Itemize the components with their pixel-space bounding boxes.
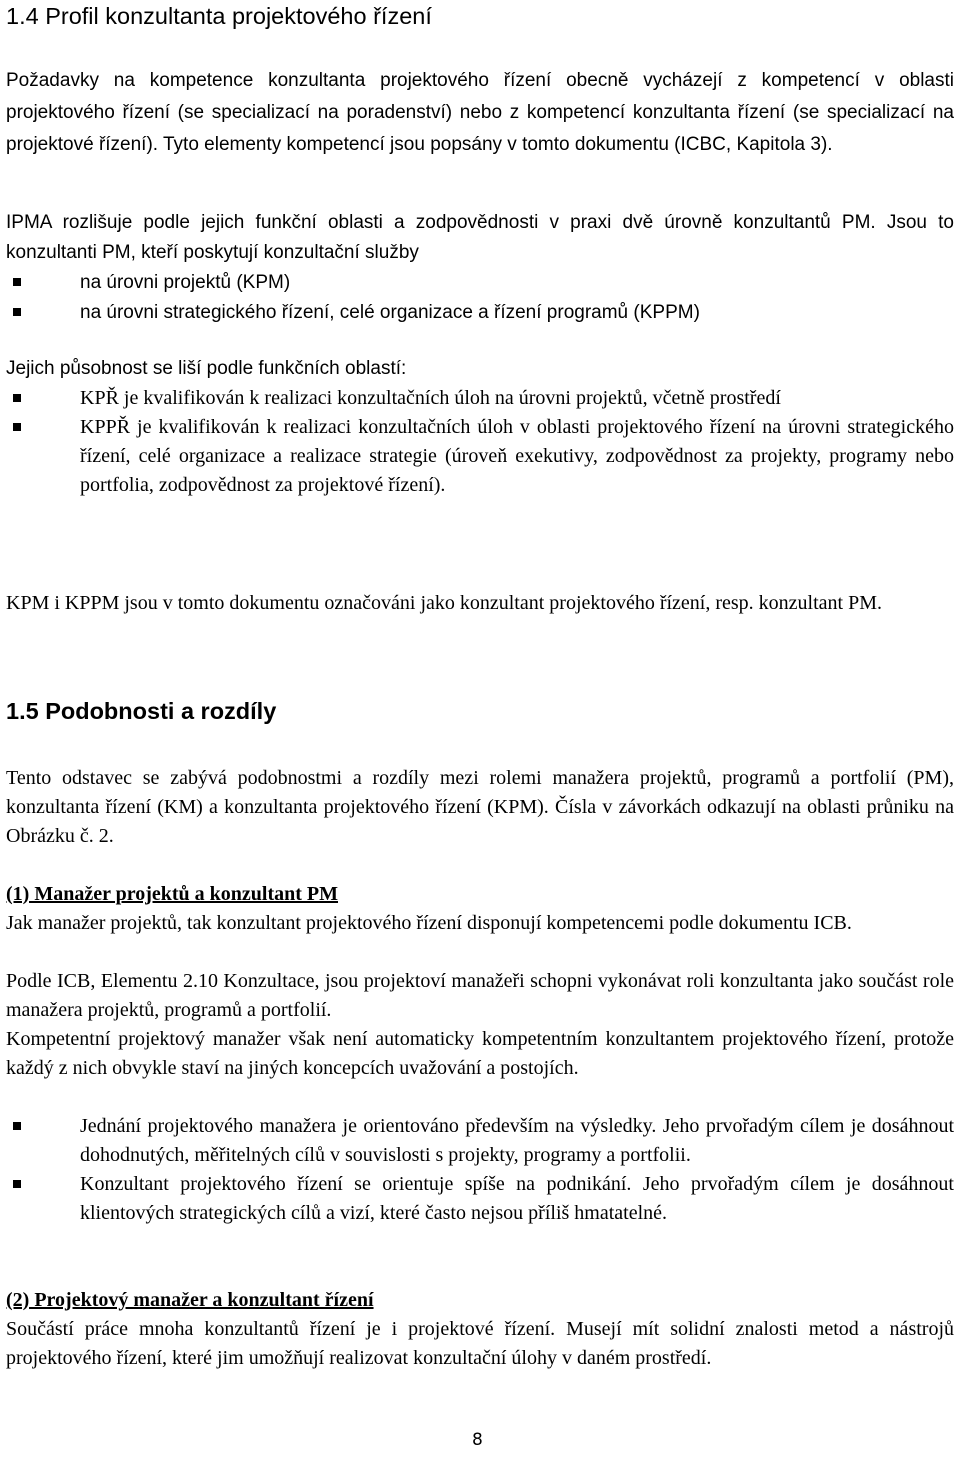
- page-number: 8: [472, 1430, 483, 1450]
- subsection-1-text-3: Kompetentní projektový manažer však není automaticky kompetentním konzultantem projektového řízení, protože každý z nich obvykle staví na jiných koncepcích uvažování a postojích.: [6, 1028, 954, 1079]
- list-item: na úrovni strategického řízení, celé organizace a řízení programů (KPPM): [6, 298, 954, 328]
- subsection-1-text-1: Jak manažer projektů, tak konzultant projektového řízení disponují kompetencemi podle dokumentu ICB.: [6, 912, 852, 934]
- section-1-4-paragraph-2: IPMA rozlišuje podle jejich funkční oblasti a zodpovědnosti v praxi dvě úrovně konzultantů PM. Jsou to konzultanti PM, kteří poskytují konzultační služby: [6, 212, 954, 263]
- functional-areas-list: [6, 384, 954, 500]
- bullet-icon: [13, 278, 21, 286]
- subsection-2-text-1: Součástí práce mnoha konzultantů řízení je i projektové řízení. Musejí mít solidní znalosti metod a nástrojů projektového řízení, které jim umožňují realizovat konzultační úlohy v daném prostředí.: [6, 1318, 954, 1369]
- list-item: Jednání projektového manažera je orientováno především na výsledky. Jeho prvořadým cílem je dosáhnout dohodnutých, měřitelných cílů v souvislosti s projekty, programy a portfolii.: [6, 1112, 954, 1170]
- section-1-4-paragraph-4: KPM i KPPM jsou v tomto dokumentu označováni jako konzultant projektového řízení, resp. konzultant PM.: [6, 592, 883, 614]
- subsection-2-heading: (2) Projektový manažer a konzultant řízení: [6, 1289, 374, 1311]
- section-1-4-title: 1.4 Profil konzultanta projektového řízení: [6, 3, 432, 29]
- section-1-4-paragraph-3: Jejich působnost se liší podle funkčních oblastí:: [6, 358, 407, 379]
- bullet-icon: [13, 308, 21, 316]
- section-1-5-title: 1.5 Podobnosti a rozdíly: [6, 698, 277, 724]
- list-item: KPŘ je kvalifikován k realizaci konzultačních úloh na úrovni projektů, včetně prostředí: [6, 384, 954, 413]
- subsection-1-heading: (1) Manažer projektů a konzultant PM: [6, 883, 339, 905]
- list-item: na úrovni projektů (KPM): [6, 268, 954, 298]
- section-1-5-intro: Tento odstavec se zabývá podobnostmi a rozdíly mezi rolemi manažera projektů, programů a portfolií (PM), konzultanta řízení (KM) a konzultanta projektového řízení (KPM). Čísla v závorkách odkazují na oblasti průniku na Obrázku č. 2.: [6, 767, 954, 847]
- subsection-1-text-2: Podle ICB, Elementu 2.10 Konzultace, jsou projektoví manažeři schopni vykonávat roli konzultanta jako součást role manažera projektů, programů a portfolií.: [6, 970, 954, 1021]
- subsection-1-bullets: [6, 1112, 954, 1228]
- bullet-icon: [13, 423, 21, 431]
- section-1-4-paragraph-1: Požadavky na kompetence konzultanta projektového řízení obecně vycházejí z kompetencí v oblasti projektového řízení (se specializací na poradenství) nebo z kompetencí konzultanta řízení (se specializací na projektové řízení). Tyto elementy kompetencí jsou popsány v tomto dokumentu (ICBC, Kapitola 3).: [6, 70, 954, 155]
- consultant-levels-list: [6, 268, 954, 328]
- bullet-icon: [13, 394, 21, 402]
- bullet-icon: [13, 1122, 21, 1130]
- bullet-icon: [13, 1180, 21, 1188]
- list-item: Konzultant projektového řízení se orientuje spíše na podnikání. Jeho prvořadým cílem je dosáhnout klientových strategických cílů a vizí, které často nejsou příliš hmatatelné.: [6, 1170, 954, 1228]
- list-item: KPPŘ je kvalifikován k realizaci konzultačních úloh v oblasti projektového řízení na úrovni strategického řízení, celé organizace a realizace strategie (úroveň exekutivy, zodpovědnost za projekty, programy nebo portfolia, zodpovědnost za projektové řízení).: [6, 413, 954, 500]
